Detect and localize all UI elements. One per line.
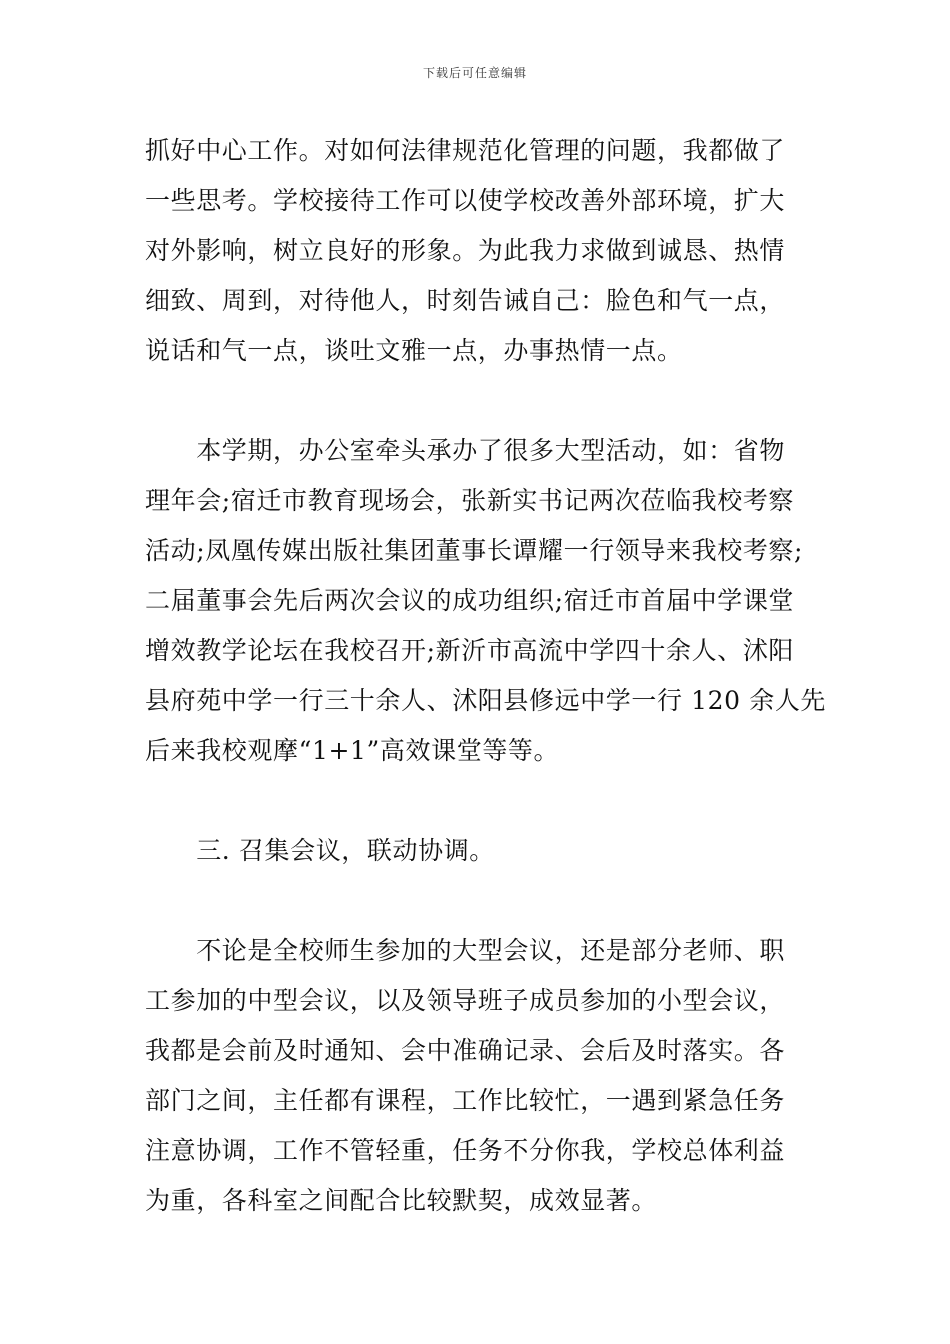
- text-line: 我都是会前及时通知、会中准确记录、会后及时落实。各: [145, 1036, 786, 1065]
- text-line: 不论是全校师生参加的大型会议，还是部分老师、职: [145, 936, 786, 965]
- text-line: 为重，各科室之间配合比较默契，成效显著。: [145, 1186, 658, 1215]
- text-line: 二届董事会先后两次会议的成功组织;宿迁市首届中学课堂: [145, 586, 795, 615]
- text-line: 工参加的中型会议，以及领导班子成员参加的小型会议，: [145, 986, 786, 1015]
- paragraph-spacer: [145, 776, 810, 826]
- text-line: 说话和气一点，谈吐文雅一点，办事热情一点。: [145, 336, 683, 365]
- text-line: 部门之间，主任都有课程，工作比较忙，一遇到紧急任务: [145, 1086, 786, 1115]
- section-heading-text: 三. 召集会议，联动协调。: [145, 836, 495, 865]
- text-line: 后来我校观摩“1+1”高效课堂等等。: [145, 736, 560, 765]
- text-line: 细致、周到，对待他人，时刻告诫自己：脸色和气一点，: [145, 286, 786, 315]
- text-line: 本学期，办公室牵头承办了很多大型活动，如：省物: [145, 436, 786, 465]
- text-line: 理年会;宿迁市教育现场会，张新实书记两次莅临我校考察: [145, 486, 795, 515]
- paragraph-reception-work: [145, 126, 810, 376]
- section-heading: [145, 826, 810, 876]
- paragraph-meetings: [145, 926, 810, 1226]
- paragraph-spacer: [145, 876, 810, 926]
- text-line: 抓好中心工作。对如何法律规范化管理的问题，我都做了: [145, 136, 786, 165]
- paragraph-large-events: [145, 426, 827, 776]
- text-line: 一些思考。学校接待工作可以使学校改善外部环境，扩大: [145, 186, 786, 215]
- text-line: 对外影响，树立良好的形象。为此我力求做到诚恳、热情: [145, 236, 786, 265]
- text-line: 县府苑中学一行三十余人、沭阳县修远中学一行 120 余人先: [145, 686, 827, 715]
- text-line: 注意协调，工作不管轻重，任务不分你我，学校总体利益: [145, 1136, 786, 1165]
- document-body: [145, 126, 827, 1226]
- text-line: 活动;凤凰传媒出版社集团董事长谭耀一行领导来我校考察;: [145, 536, 804, 565]
- paragraph-spacer: [145, 376, 810, 426]
- text-line: 增效教学论坛在我校召开;新沂市高流中学四十余人、沭阳: [145, 636, 795, 665]
- page-header: 下载后可任意编辑: [422, 66, 527, 80]
